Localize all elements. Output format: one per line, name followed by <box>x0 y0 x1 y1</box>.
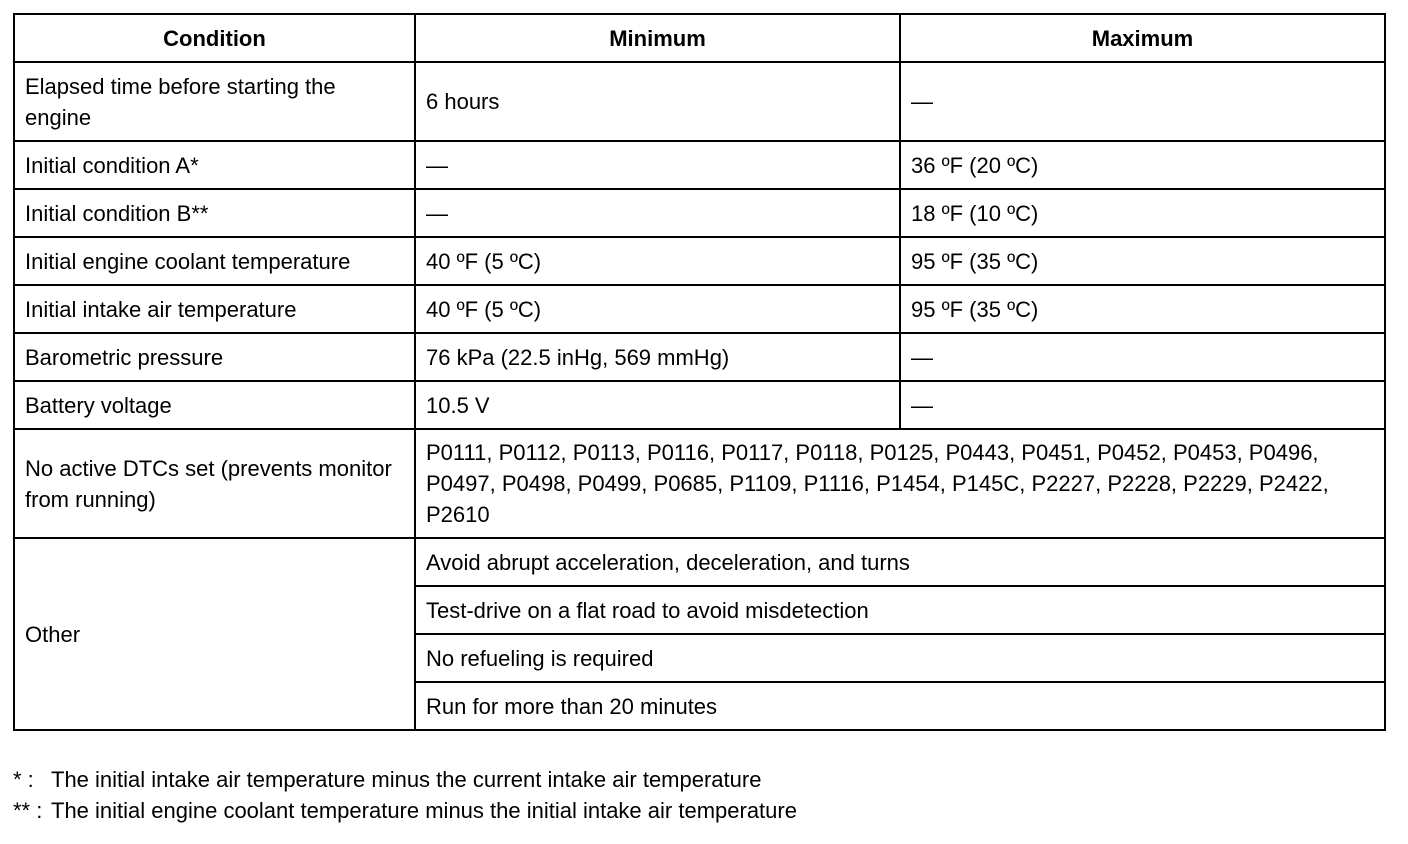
dtc-condition-cell: No active DTCs set (prevents monitor from running) <box>14 429 415 538</box>
maximum-cell: 95 ºF (35 ºC) <box>900 237 1385 285</box>
minimum-cell: 6 hours <box>415 62 900 141</box>
conditions-table <box>13 13 1386 731</box>
maximum-cell: 36 ºF (20 ºC) <box>900 141 1385 189</box>
minimum-cell: — <box>415 189 900 237</box>
minimum-cell: 40 ºF (5 ºC) <box>415 237 900 285</box>
maximum-cell: 18 ºF (10 ºC) <box>900 189 1385 237</box>
condition-cell: Initial condition A* <box>14 141 415 189</box>
condition-cell: Initial condition B** <box>14 189 415 237</box>
other-item-cell: No refueling is required <box>415 634 1385 682</box>
maximum-cell: 95 ºF (35 ºC) <box>900 285 1385 333</box>
minimum-cell: — <box>415 141 900 189</box>
maximum-cell: — <box>900 62 1385 141</box>
header-condition: Condition <box>14 14 415 62</box>
table-header-row <box>14 14 1385 62</box>
table-row <box>14 189 1385 237</box>
other-item-cell: Test-drive on a flat road to avoid misdetection <box>415 586 1385 634</box>
header-maximum: Maximum <box>900 14 1385 62</box>
other-condition-cell: Other <box>14 538 415 730</box>
dtc-list-cell: P0111, P0112, P0113, P0116, P0117, P0118, P0125, P0443, P0451, P0452, P0453, P0496, P0497, P0498, P0499, P0685, P1109, P1116, P1454, P145C, P2227, P2228, P2229, P2422, P2610 <box>415 429 1385 538</box>
table-row <box>14 62 1385 141</box>
condition-cell: Battery voltage <box>14 381 415 429</box>
table-row <box>14 333 1385 381</box>
table-row <box>14 285 1385 333</box>
dtc-row <box>14 429 1385 538</box>
condition-cell: Elapsed time before starting the engine <box>14 62 415 141</box>
footnotes <box>13 764 1384 826</box>
maximum-cell: — <box>900 333 1385 381</box>
minimum-cell: 76 kPa (22.5 inHg, 569 mmHg) <box>415 333 900 381</box>
other-row <box>14 538 1385 586</box>
footnote-mark: ** : <box>13 798 43 823</box>
header-minimum: Minimum <box>415 14 900 62</box>
other-item-cell: Run for more than 20 minutes <box>415 682 1385 730</box>
minimum-cell: 40 ºF (5 ºC) <box>415 285 900 333</box>
table-row <box>14 141 1385 189</box>
minimum-cell: 10.5 V <box>415 381 900 429</box>
footnote-text: The initial engine coolant temperature minus the initial intake air temperature <box>51 798 797 823</box>
condition-cell: Initial intake air temperature <box>14 285 415 333</box>
table-row <box>14 237 1385 285</box>
footnote-text: The initial intake air temperature minus the current intake air temperature <box>51 767 762 792</box>
condition-cell: Barometric pressure <box>14 333 415 381</box>
table-row <box>14 381 1385 429</box>
footnote <box>13 764 1384 795</box>
footnote <box>13 795 1384 826</box>
condition-cell: Initial engine coolant temperature <box>14 237 415 285</box>
other-item-cell: Avoid abrupt acceleration, deceleration, and turns <box>415 538 1385 586</box>
footnote-mark: * : <box>13 767 34 792</box>
maximum-cell: — <box>900 381 1385 429</box>
